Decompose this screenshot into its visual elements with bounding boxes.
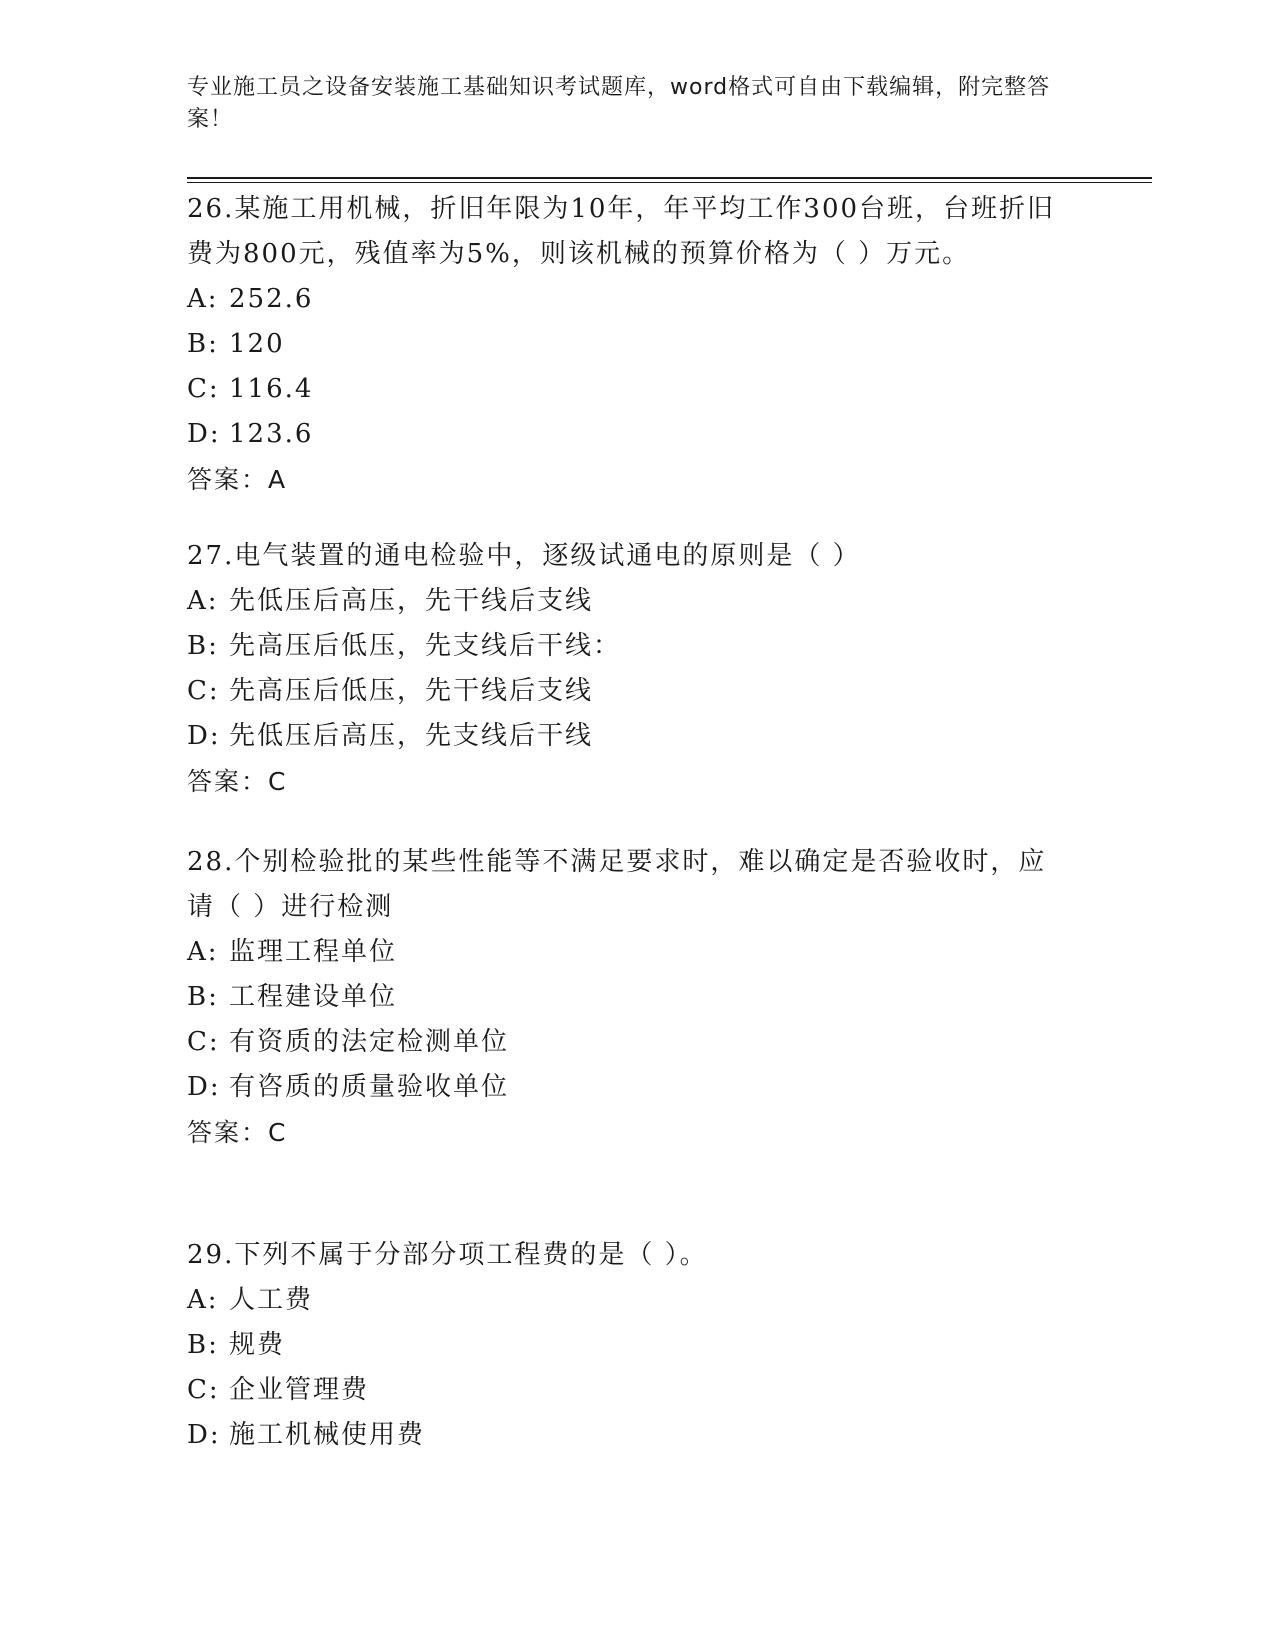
option-d: D: 123.6 bbox=[187, 419, 314, 449]
question-stem: 27.电气装置的通电检验中，逐级试通电的原则是（ ） bbox=[187, 541, 861, 571]
option-a: A: 人工费 bbox=[187, 1285, 314, 1315]
option-b: B: 120 bbox=[187, 329, 285, 359]
document-header: 专业施工员之设备安装施工基础知识考试题库，word格式可自由下载编辑，附完整答案！ bbox=[187, 75, 1051, 132]
option-a: A: 先低压后高压，先干线后支线 bbox=[187, 586, 594, 616]
option-b: B: 工程建设单位 bbox=[187, 982, 398, 1012]
option-d: D: 有咨质的质量验收单位 bbox=[187, 1072, 510, 1102]
option-b: B: 规费 bbox=[187, 1330, 286, 1360]
option-c: C: 先高压后低压，先干线后支线 bbox=[187, 676, 594, 706]
answer-label: 答案：C bbox=[187, 1118, 288, 1147]
option-c: C: 企业管理费 bbox=[187, 1375, 370, 1405]
question-27 bbox=[187, 534, 1067, 804]
option-c: C: 116.4 bbox=[187, 374, 314, 404]
question-stem: 26.某施工用机械，折旧年限为10年，年平均工作300台班，台班折旧费为800元，残值率为5%，则该机械的预算价格为（ ）万元。 bbox=[187, 194, 1056, 269]
question-28 bbox=[187, 840, 1067, 1155]
answer-label: 答案：A bbox=[187, 465, 288, 494]
option-a: A: 252.6 bbox=[187, 284, 314, 314]
question-26 bbox=[187, 187, 1067, 502]
answer-label: 答案：C bbox=[187, 767, 288, 796]
question-stem: 29.下列不属于分部分项工程费的是（ ）。 bbox=[187, 1240, 708, 1270]
question-29 bbox=[187, 1233, 1067, 1458]
option-c: C: 有资质的法定检测单位 bbox=[187, 1027, 510, 1057]
option-d: D: 施工机械使用费 bbox=[187, 1420, 426, 1450]
question-stem: 28.个别检验批的某些性能等不满足要求时，难以确定是否验收时，应请（ ）进行检测 bbox=[187, 847, 1047, 922]
header-divider-thin bbox=[187, 182, 1152, 183]
option-d: D: 先低压后高压，先支线后干线 bbox=[187, 721, 594, 751]
header-divider-thick bbox=[187, 177, 1152, 179]
option-a: A: 监理工程单位 bbox=[187, 937, 398, 967]
option-b: B: 先高压后低压，先支线后干线： bbox=[187, 631, 622, 661]
